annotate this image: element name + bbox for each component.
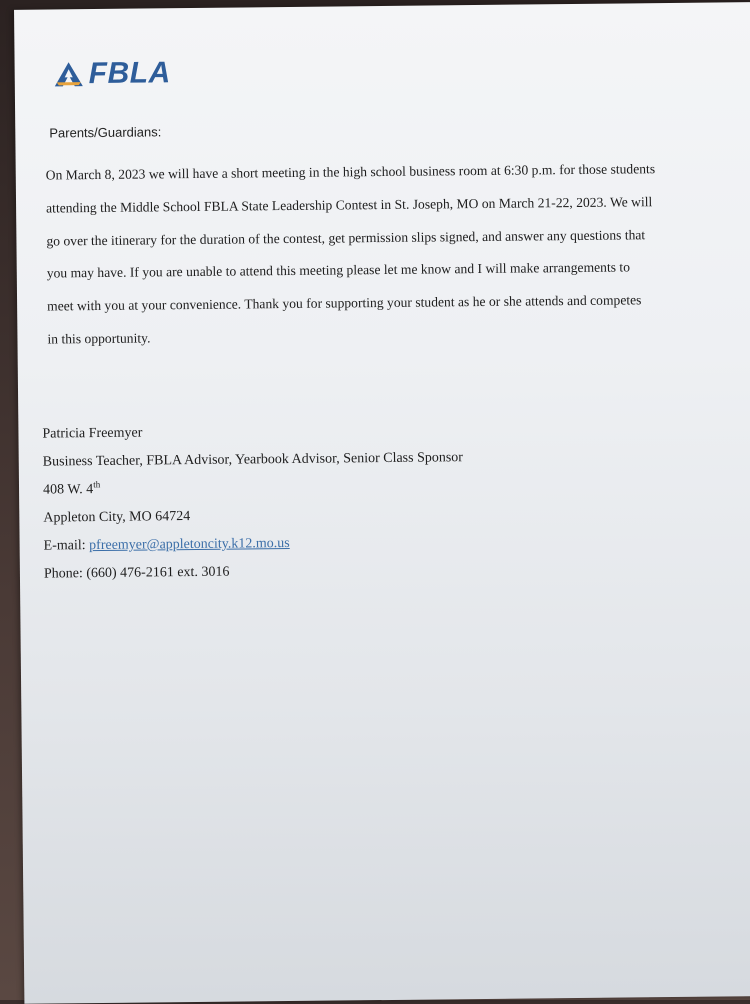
phone-number: (660) 476-2161 ext. 3016 [86,564,230,582]
body-line: meet with you at your convenience. Thank you for supporting your student as he or she attends and competes [47,292,642,314]
phone-label: Phone: [43,566,83,582]
email-label: E-mail: [43,538,86,554]
email-link[interactable]: pfreemyer@appletoncity.k12.mo.us [89,535,290,554]
signer-title: Business Teacher, FBLA Advisor, Yearbook Advisor, Senior Class Sponsor [42,450,464,470]
body-line: attending the Middle School FBLA State Leadership Contest in St. Joseph, MO on March 21-22, 2023. We will [46,193,653,216]
fbla-logo [53,56,171,91]
body-line: On March 8, 2023 we will have a short meeting in the high school business room at 6:30 p.m. for those students [45,161,656,183]
letter-page [14,2,750,1004]
address-street-suffix: th [93,479,101,490]
logo-text: FBLA [88,56,171,91]
address-street [43,475,463,507]
email-row [44,531,464,563]
body-line: you may have. If you are unable to attend this meeting please let me know and I will make arrangements to [46,259,631,281]
fbla-emblem-icon [53,60,85,88]
signer-name: Patricia Freemyer [42,425,143,442]
body-line: in this opportunity. [47,330,151,347]
letter-body [46,159,708,363]
signature-block [42,419,464,591]
address-city: Appleton City, MO 64724 [43,509,191,526]
phone-row [44,559,464,591]
body-line: go over the itinerary for the duration of the contest, get permission slips signed, and answer any questions that [46,226,646,249]
salutation: Parents/Guardians: [49,124,162,141]
address-street-text: 408 W. 4 [42,482,94,498]
